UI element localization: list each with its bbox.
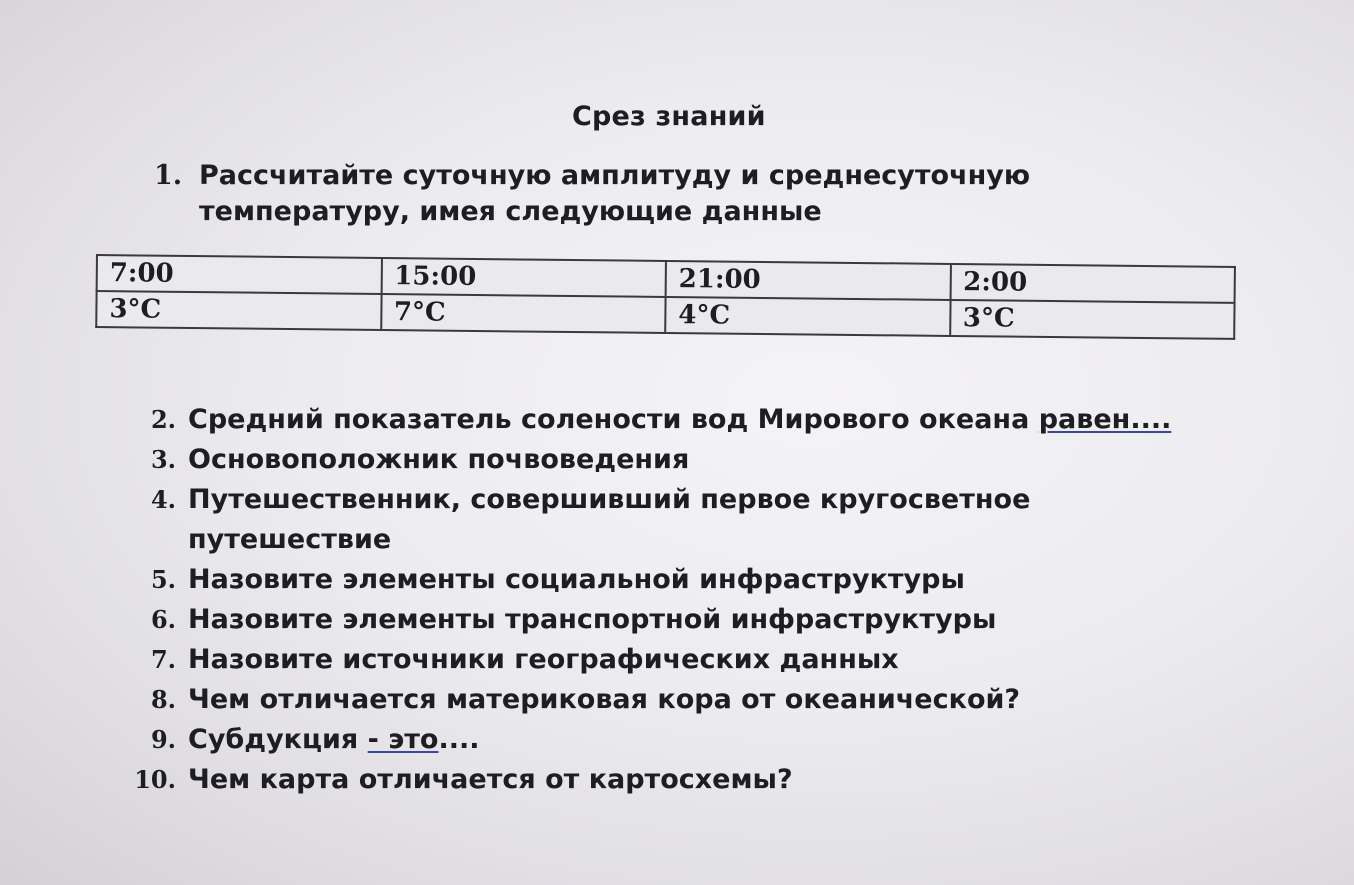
underlined-text: равен.... (1038, 404, 1172, 435)
question-number: 2. (150, 405, 176, 434)
question-text-line: путешествие (188, 524, 392, 555)
question-number: 6. (150, 605, 176, 634)
question-text: Назовите элементы социальной инфраструктуры (188, 564, 965, 595)
table-cell-time: 21:00 (666, 261, 951, 300)
underlined-text: - это (367, 724, 439, 755)
question-text: Чем отличается материковая кора от океанической? (188, 684, 1021, 715)
question-text (199, 158, 1099, 230)
document-title: Срез знаний (572, 101, 766, 132)
list-item (118, 400, 1171, 440)
table-cell-temperature: 3°C (96, 291, 381, 330)
question-number: 7. (150, 645, 176, 674)
question-number: 1. (154, 160, 183, 191)
table-cell-temperature: 4°C (665, 297, 950, 336)
temperature-table (95, 254, 1236, 340)
question-text-line: Рассчитайте суточную амплитуду и среднесуточную (199, 160, 1031, 191)
table-cell-time: 2:00 (950, 264, 1235, 303)
table-cell-temperature: 7°C (381, 294, 666, 333)
question-text (188, 480, 1030, 560)
question-number: 4. (150, 485, 176, 514)
question-text-line: Путешественник, совершивший первое кругосветное (188, 484, 1031, 515)
question-text: Назовите элементы транспортной инфраструктуры (188, 604, 997, 635)
list-item (118, 480, 1171, 560)
list-item (118, 440, 1171, 480)
question-number: 9. (150, 725, 176, 754)
question-number: 8. (150, 685, 176, 714)
question-number: 5. (150, 565, 176, 594)
question-text (188, 720, 480, 760)
list-item (118, 680, 1171, 720)
list-item (118, 760, 1171, 800)
table-cell-temperature: 3°C (950, 300, 1235, 339)
question-text: Назовите источники географических данных (188, 644, 899, 675)
question-number: 10. (134, 765, 176, 794)
question-text: Чем карта отличается от картосхемы? (188, 764, 793, 795)
question-list (118, 400, 1171, 800)
list-item (118, 720, 1171, 760)
list-item (118, 600, 1171, 640)
question-text-part: Субдукция (188, 724, 368, 755)
question-text-line: температуру, имея следующие данные (199, 196, 822, 227)
table-cell-time: 7:00 (97, 255, 382, 294)
question-text-part: .... (438, 724, 480, 755)
question-text: Основоположник почвоведения (188, 444, 690, 475)
question-number: 3. (150, 445, 176, 474)
list-item (118, 560, 1171, 600)
list-item (118, 640, 1171, 680)
table-cell-time: 15:00 (381, 258, 666, 297)
question-text (188, 400, 1171, 440)
question-text-part: Средний показатель солености вод Мирового океана (188, 404, 1039, 435)
